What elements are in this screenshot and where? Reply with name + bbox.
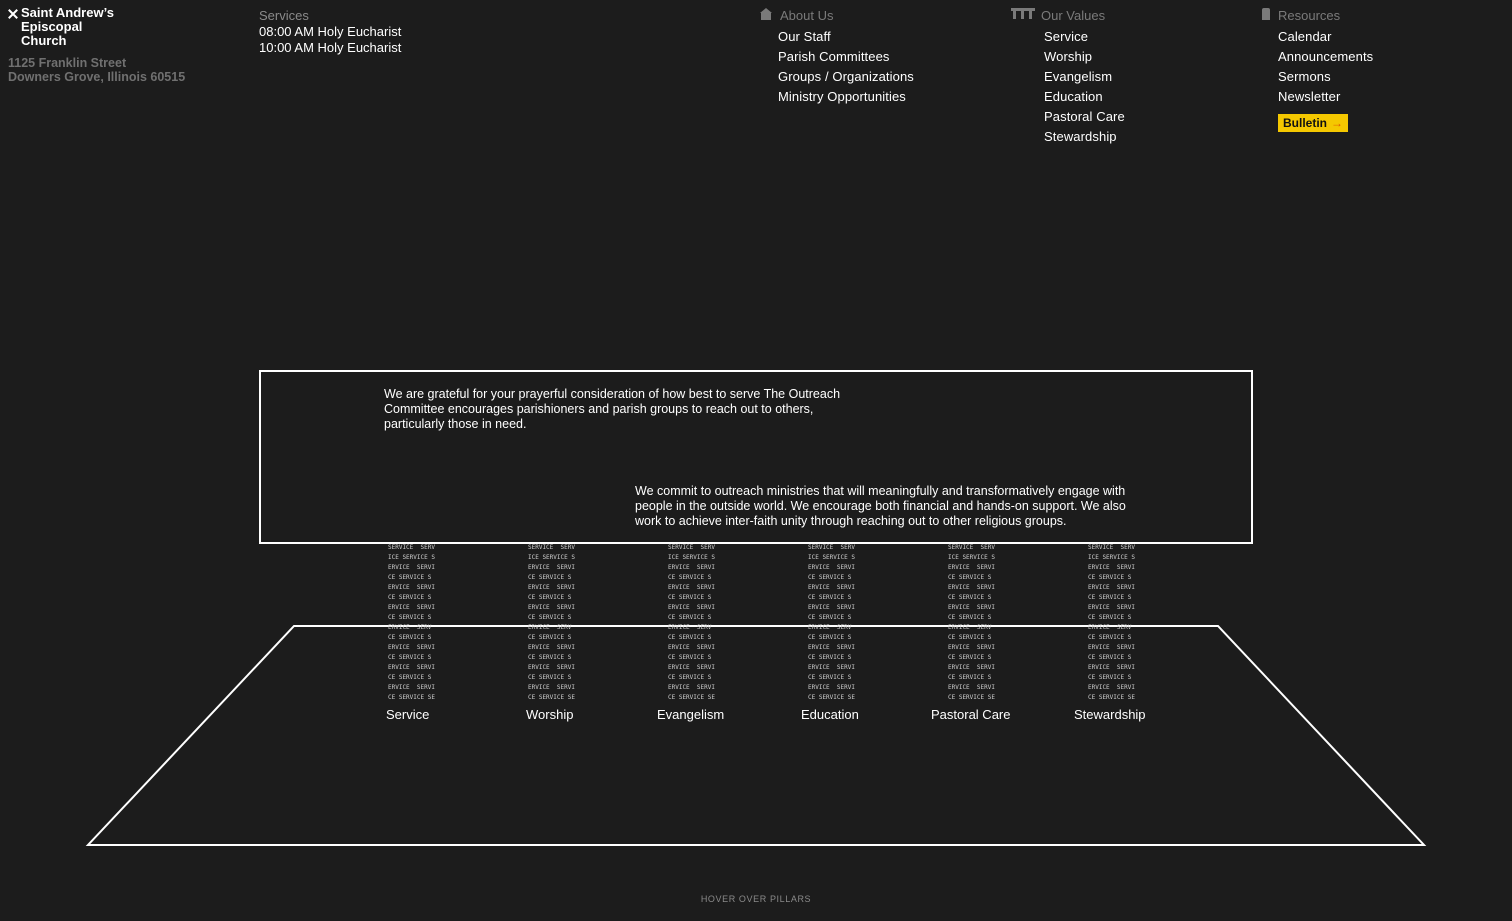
services-label: Services: [259, 8, 309, 23]
pillar-text: SERVICE SERV ICE SERVICE S ERVICE SERVI CE SERVICE S ERVICE SERVI CE SERVICE S ERVICE SERVI CE SERVICE S ERVICE SERV CE SERVICE S ERVICE SERVI CE SERVICE S ERVICE SERVI CE SERVICE S ERVICE SERVI CE SERVICE SE: [808, 544, 855, 701]
pillar-label: Stewardship: [1074, 707, 1146, 722]
pillar-label: Evangelism: [657, 707, 725, 722]
platform-outline: [88, 626, 1424, 845]
nav-resources-label: Resources: [1278, 7, 1341, 23]
pillar-text: SERVICE SERV ICE SERVICE S ERVICE SERVI CE SERVICE S ERVICE SERVI CE SERVICE S ERVICE SERVI CE SERVICE S ERVICE SERV CE SERVICE S ERVICE SERVI CE SERVICE S ERVICE SERVI CE SERVICE S ERVICE SERVI CE SERVICE SE: [528, 544, 575, 701]
pillar-stewardship[interactable]: [1074, 543, 1156, 723]
service-time: 10:00 AM Holy Eucharist: [259, 40, 402, 55]
pillar-text: SERVICE SERV ICE SERVICE S ERVICE SERVI CE SERVICE S ERVICE SERVI CE SERVICE S ERVICE SERVI CE SERVICE S ERVICE SERV CE SERVICE S ERVICE SERVI CE SERVICE S ERVICE SERVI CE SERVICE S ERVICE SERVI CE SERVICE SE: [948, 544, 995, 701]
address-line1: 1125 Franklin Street: [8, 56, 127, 70]
nav-item-groups-organizations[interactable]: Groups / Organizations: [778, 69, 914, 84]
nav-item-calendar[interactable]: Calendar: [1278, 29, 1332, 44]
nav-item-evangelism[interactable]: Evangelism: [1044, 69, 1113, 84]
pillar-text: SERVICE SERV ICE SERVICE S ERVICE SERVI CE SERVICE S ERVICE SERVI CE SERVICE S ERVICE SERVI CE SERVICE S ERVICE SERV CE SERVICE S ERVICE SERVI CE SERVICE S ERVICE SERVI CE SERVICE S ERVICE SERVI CE SERVICE SE: [388, 544, 435, 701]
nav-item-ministry-opportunities[interactable]: Ministry Opportunities: [778, 89, 906, 104]
pillar-label: Pastoral Care: [931, 707, 1011, 722]
pillar-label: Service: [386, 707, 430, 722]
pillar-service[interactable]: [386, 543, 456, 723]
pillar-pastoral-care[interactable]: [931, 543, 1016, 723]
nav-item-our-staff[interactable]: Our Staff: [778, 29, 831, 44]
nav-item-worship[interactable]: Worship: [1044, 49, 1093, 64]
nav-item-newsletter[interactable]: Newsletter: [1278, 89, 1341, 104]
nav-item-stewardship[interactable]: Stewardship: [1044, 129, 1117, 144]
info-paragraph-2: We commit to outreach ministries that will meaningfully and transformatively engage with people in the outside world. We encourage both financial and hands-on support. We also work to achieve inter-faith unity through reaching out to other religious groups.: [635, 484, 1126, 528]
address-line2: Downers Grove, Illinois 60515: [8, 70, 186, 84]
nav-values-label: Our Values: [1041, 7, 1106, 23]
nav-item-education[interactable]: Education: [1044, 89, 1103, 104]
nav-item-announcements[interactable]: Announcements: [1278, 49, 1374, 64]
nav-item-service[interactable]: Service: [1044, 29, 1089, 44]
arrow-right-icon: →: [1331, 116, 1343, 130]
nav-item-parish-committees[interactable]: Parish Committees: [778, 49, 890, 64]
bulletin-label: Bulletin: [1283, 116, 1327, 130]
nav-item-pastoral-care[interactable]: Pastoral Care: [1044, 109, 1125, 124]
service-time: 08:00 AM Holy Eucharist: [259, 24, 402, 39]
info-box: [259, 370, 1253, 544]
church-name-line1: Saint Andrew’s: [21, 5, 114, 20]
pillar-worship[interactable]: [526, 543, 596, 723]
pillar-text: SERVICE SERV ICE SERVICE S ERVICE SERVI CE SERVICE S ERVICE SERVI CE SERVICE S ERVICE SERVI CE SERVICE S ERVICE SERV CE SERVICE S ERVICE SERVI CE SERVICE S ERVICE SERVI CE SERVICE S ERVICE SERVI CE SERVICE SE: [1088, 544, 1135, 701]
church-name-line2: Episcopal Church: [21, 19, 83, 48]
pillar-text: SERVICE SERV ICE SERVICE S ERVICE SERVI CE SERVICE S ERVICE SERVI CE SERVICE S ERVICE SERVI CE SERVICE S ERVICE SERV CE SERVICE S ERVICE SERVI CE SERVICE S ERVICE SERVI CE SERVICE S ERVICE SERVI CE SERVICE SE: [668, 544, 715, 701]
pillar-evangelism[interactable]: [657, 543, 736, 723]
nav-about-label: About Us: [780, 7, 834, 23]
pillar-education[interactable]: [801, 543, 876, 723]
pillar-label: Education: [801, 707, 859, 722]
hover-hint: HOVER OVER PILLARS: [700, 894, 812, 904]
info-paragraph-1: We are grateful for your prayerful consideration of how best to serve The Outreach Committee encourages parishioners and parish groups to reach out to others, particularly those in need.: [384, 387, 841, 431]
pillar-label: Worship: [526, 707, 574, 722]
nav-item-sermons[interactable]: Sermons: [1278, 69, 1331, 84]
